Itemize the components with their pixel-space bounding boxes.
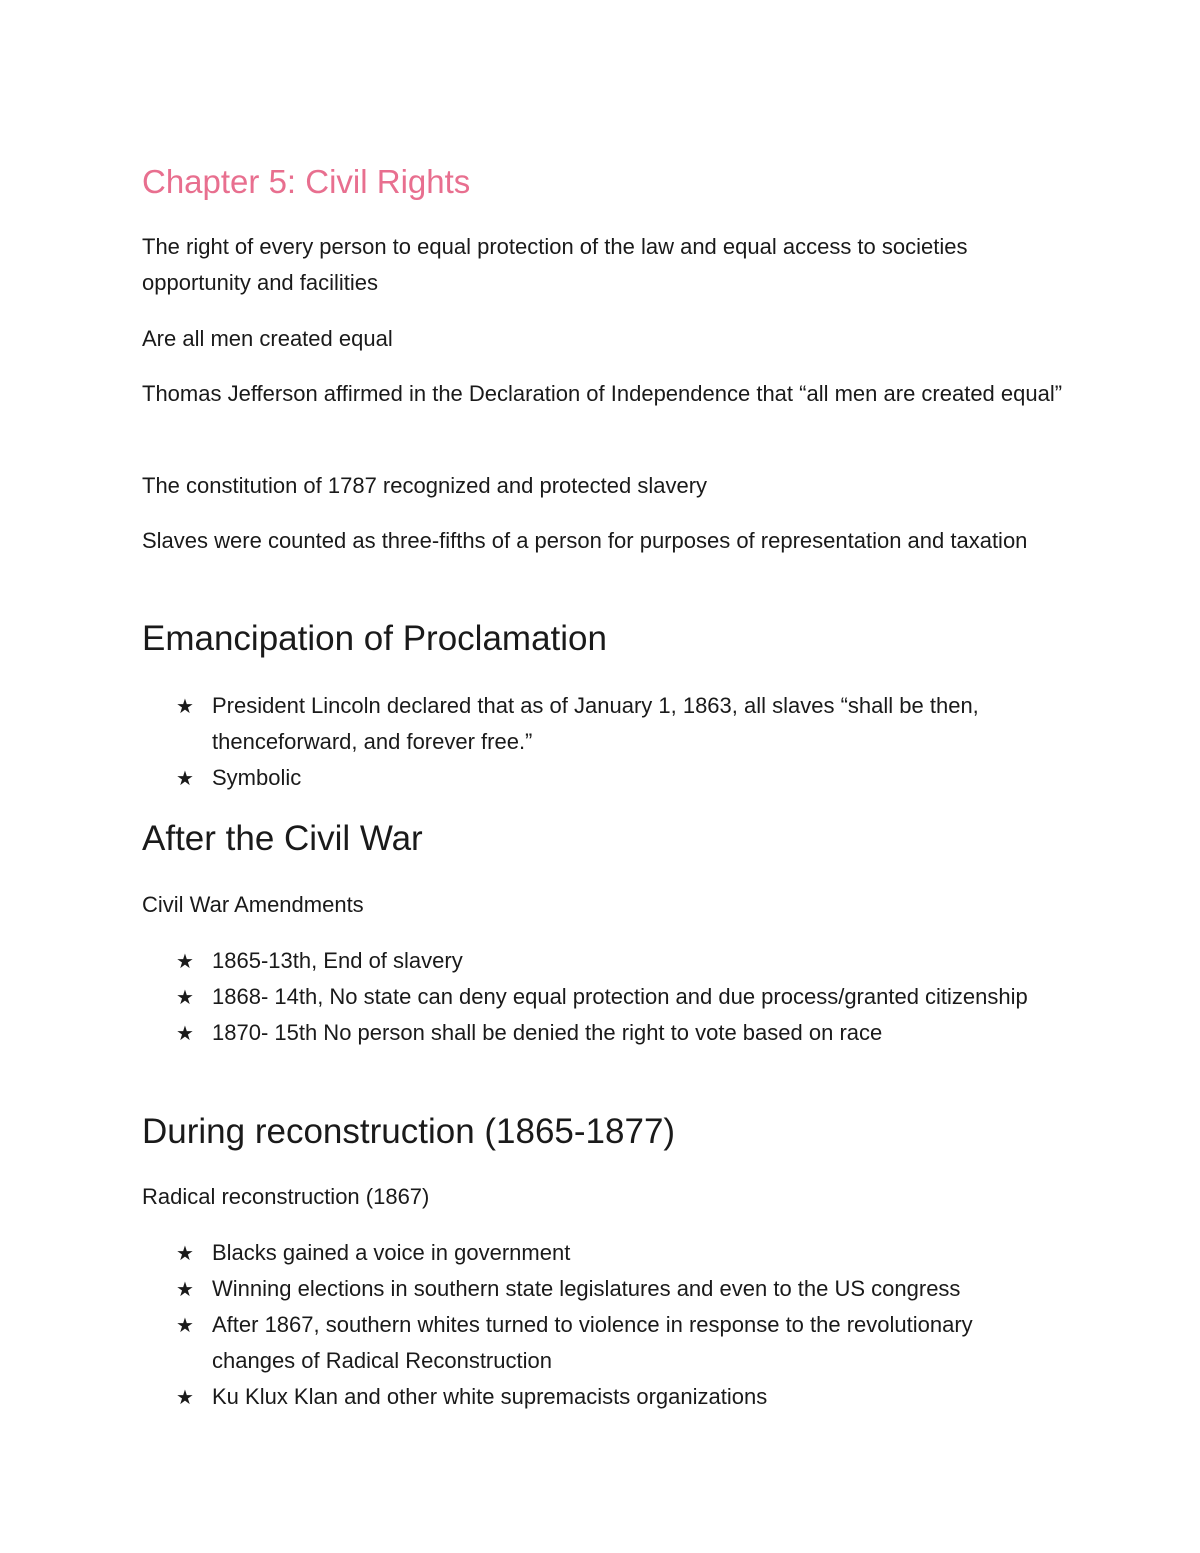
list-item [176,760,1056,796]
section-subheading: Civil War Amendments [142,892,364,917]
list-item-text: 1868- 14th, No state can deny equal protection and due process/granted citizenship [212,984,1028,1009]
section-heading: Emancipation of Proclamation [142,619,607,658]
bullet-list [176,1235,1056,1415]
list-item-text: President Lincoln declared that as of January 1, 1863, all slaves “shall be then, thenceforward, and forever free.” [212,693,979,754]
star-bullet-icon: ★ [176,1277,194,1301]
list-item [176,1307,1056,1379]
star-bullet-icon: ★ [176,985,194,1009]
section-heading: After the Civil War [142,819,423,858]
list-item [176,688,1056,760]
intro-paragraph: Are all men created equal [142,326,393,351]
bullet-list [176,688,1056,796]
bullet-list [176,943,1056,1051]
star-bullet-icon: ★ [176,694,194,718]
list-item-text: After 1867, southern whites turned to violence in response to the revolutionary changes of Radical Reconstruction [212,1312,973,1373]
list-item-text: 1865-13th, End of slavery [212,948,463,973]
star-bullet-icon: ★ [176,1241,194,1265]
intro-paragraph: The right of every person to equal protection of the law and equal access to societies opportunity and facilities [142,234,968,295]
star-bullet-icon: ★ [176,1021,194,1045]
list-item-text: Ku Klux Klan and other white supremacists organizations [212,1384,768,1409]
list-item [176,1235,1056,1271]
list-item-text: Blacks gained a voice in government [212,1240,571,1265]
section-subheading: Radical reconstruction (1867) [142,1184,430,1209]
intro-paragraph: The constitution of 1787 recognized and protected slavery [142,473,708,498]
list-item [176,943,1056,979]
list-item [176,1015,1056,1051]
section-heading: During reconstruction (1865-1877) [142,1112,676,1151]
star-bullet-icon: ★ [176,949,194,973]
list-item-text: 1870- 15th No person shall be denied the right to vote based on race [212,1020,883,1045]
list-item [176,1271,1056,1307]
list-item-text: Winning elections in southern state legislatures and even to the US congress [212,1276,961,1301]
list-item-text: Symbolic [212,765,302,790]
list-item [176,979,1056,1015]
star-bullet-icon: ★ [176,1313,194,1337]
list-item [176,1379,1056,1415]
intro-paragraph: Thomas Jefferson affirmed in the Declaration of Independence that “all men are created equal” [142,381,1063,406]
intro-paragraph: Slaves were counted as three-fifths of a person for purposes of representation and taxation [142,528,1028,553]
star-bullet-icon: ★ [176,1385,194,1409]
star-bullet-icon: ★ [176,766,194,790]
page-title: Chapter 5: Civil Rights [142,163,471,200]
